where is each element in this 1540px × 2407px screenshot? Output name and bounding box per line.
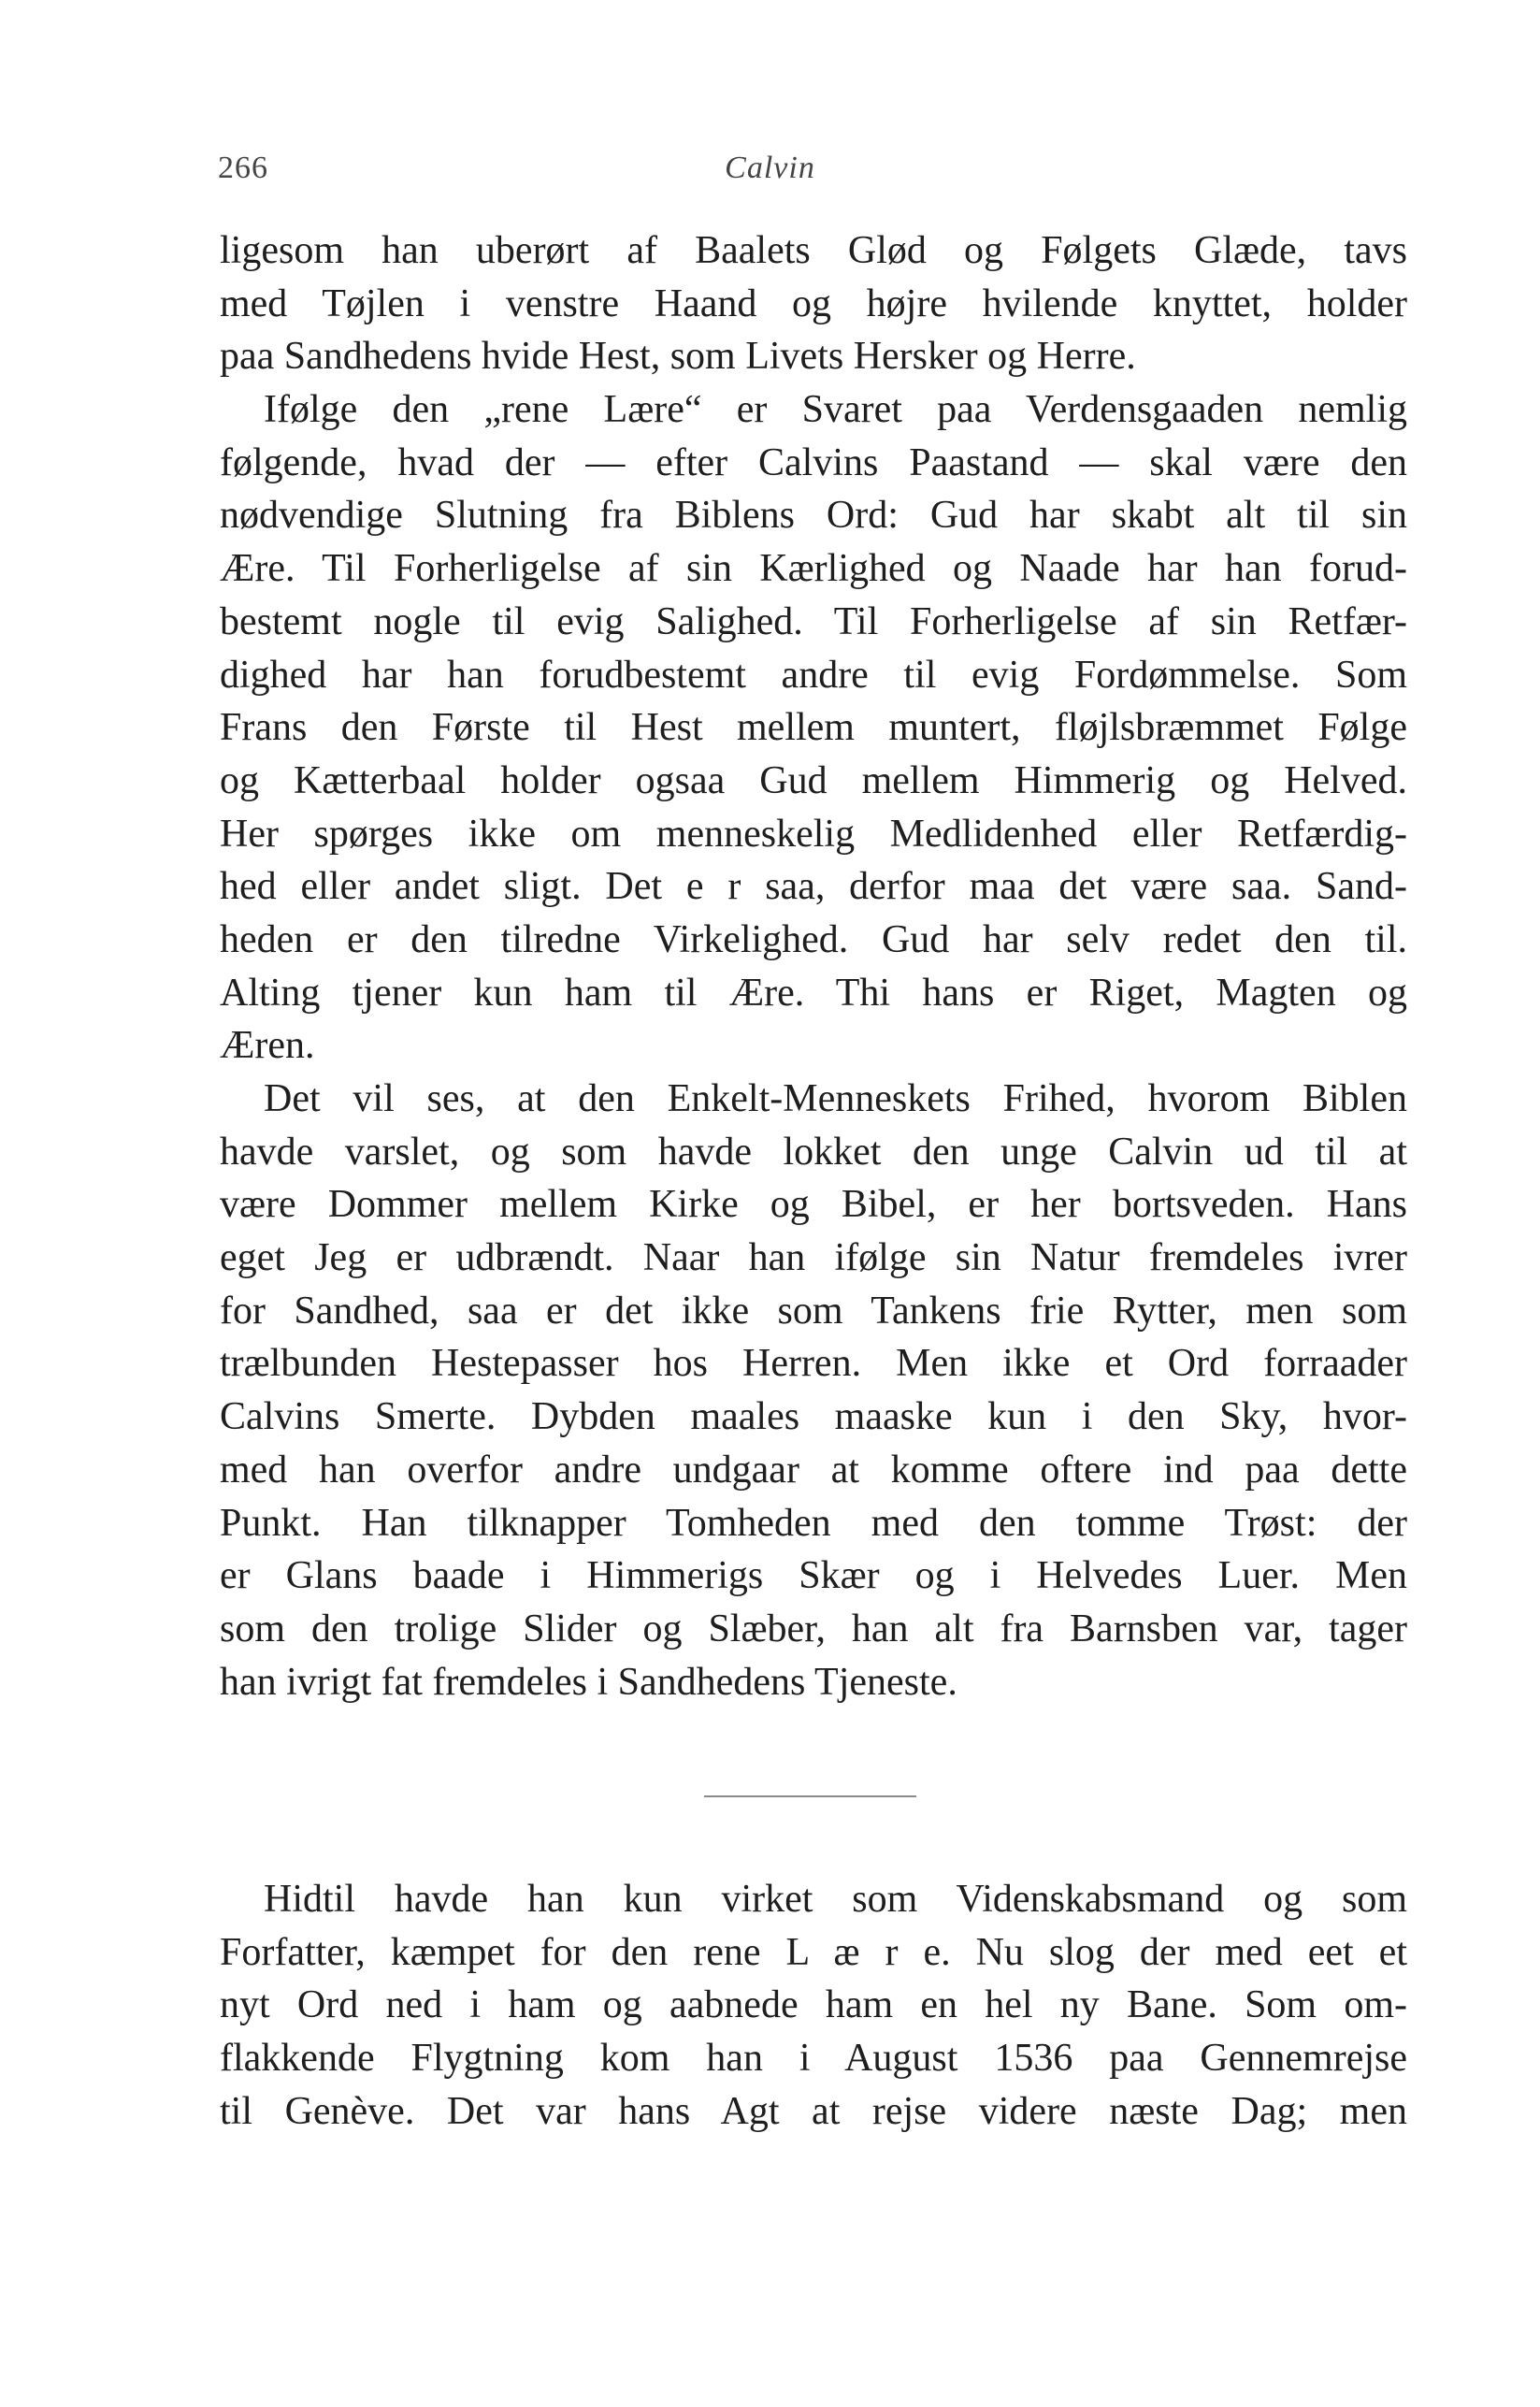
text-line: med han overfor andre undgaar at komme oftere ind paa dette [220,1448,1407,1492]
text-line: nødvendige Slutning fra Biblens Ord: Gud har skabt alt til sin [220,494,1407,538]
text-line: ligesom han uberørt af Baalets Glød og Følgets Glæde, tavs [220,229,1407,272]
text-line: Punkt. Han tilknapper Tomheden med den tomme Trøst: der [220,1501,1407,1545]
text-line: nyt Ord ned i ham og aabnede ham en hel ny Bane. Som om- [220,1983,1407,2027]
text-line: følgende, hvad der — efter Calvins Paastand — skal være den [220,440,1407,484]
text-line: Æren. [220,1024,315,1068]
running-title: Calvin [725,151,815,185]
text-line: er Glans baade i Himmerigs Skær og i Helvedes Luer. Men [220,1554,1407,1598]
text-line: som den trolige Slider og Slæber, han alt fra Barnsben var, tager [220,1607,1407,1650]
section-divider [704,1795,916,1797]
text-line: være Dommer mellem Kirke og Bibel, er her bortsveden. Hans [220,1183,1407,1227]
text-line: bestemt nogle til evig Salighed. Til Forherligelse af sin Retfær- [220,599,1407,643]
text-line: med Tøjlen i venstre Haand og højre hvilende knyttet, holder [220,281,1407,325]
text-line: Ifølge den „rene Lære“ er Svaret paa Verdensgaaden nemlig [264,388,1407,432]
text-line: for Sandhed, saa er det ikke som Tankens frie Rytter, men som [220,1289,1407,1333]
text-line: Ære. Til Forherligelse af sin Kærlighed og Naade har han forud- [220,547,1407,591]
text-line: heden er den tilredne Virkelighed. Gud har selv redet den til. [220,917,1407,961]
text-line: til Genève. Det var hans Agt at rejse videre næste Dag; men [220,2089,1407,2133]
main-text-block [220,224,1407,1708]
text-line: Frans den Første til Hest mellem muntert, fløjlsbræmmet Følge [220,706,1407,750]
text-line: paa Sandhedens hvide Hest, som Livets Hersker og Herre. [220,335,1136,379]
text-line: trælbunden Hestepasser hos Herren. Men ikke et Ord forraader [220,1342,1407,1386]
text-line: og Kætterbaal holder ogsaa Gud mellem Himmerig og Helved. [220,758,1407,802]
text-line: hed eller andet sligt. Det e r saa, derfor maa det være saa. Sand- [220,865,1407,909]
text-line: Calvins Smerte. Dybden maales maaske kun i den Sky, hvor- [220,1395,1407,1439]
text-line: han ivrigt fat fremdeles i Sandhedens Tjeneste. [220,1660,957,1704]
text-line: Her spørges ikke om menneskelig Medlidenhed eller Retfærdig- [220,812,1407,856]
page-number: 266 [218,151,268,185]
section-two-text-block [220,1873,1407,2138]
text-line: dighed har han forudbestemt andre til evig Fordømmelse. Som [220,653,1407,697]
text-line: Hidtil havde han kun virket som Videnskabsmand og som [264,1878,1407,1921]
text-line: Det vil ses, at den Enkelt-Menneskets Frihed, hvorom Biblen [264,1077,1407,1120]
text-line: Forfatter, kæmpet for den rene L æ r e. Nu slog der med eet et [220,1930,1407,1974]
text-line: eget Jeg er udbrændt. Naar han ifølge sin Natur fremdeles ivrer [220,1236,1407,1280]
text-line: Alting tjener kun ham til Ære. Thi hans er Riget, Magten og [220,971,1407,1015]
text-line: havde varslet, og som havde lokket den unge Calvin ud til at [220,1130,1407,1174]
text-line: flakkende Flygtning kom han i August 1536 paa Gennemrejse [220,2037,1407,2081]
